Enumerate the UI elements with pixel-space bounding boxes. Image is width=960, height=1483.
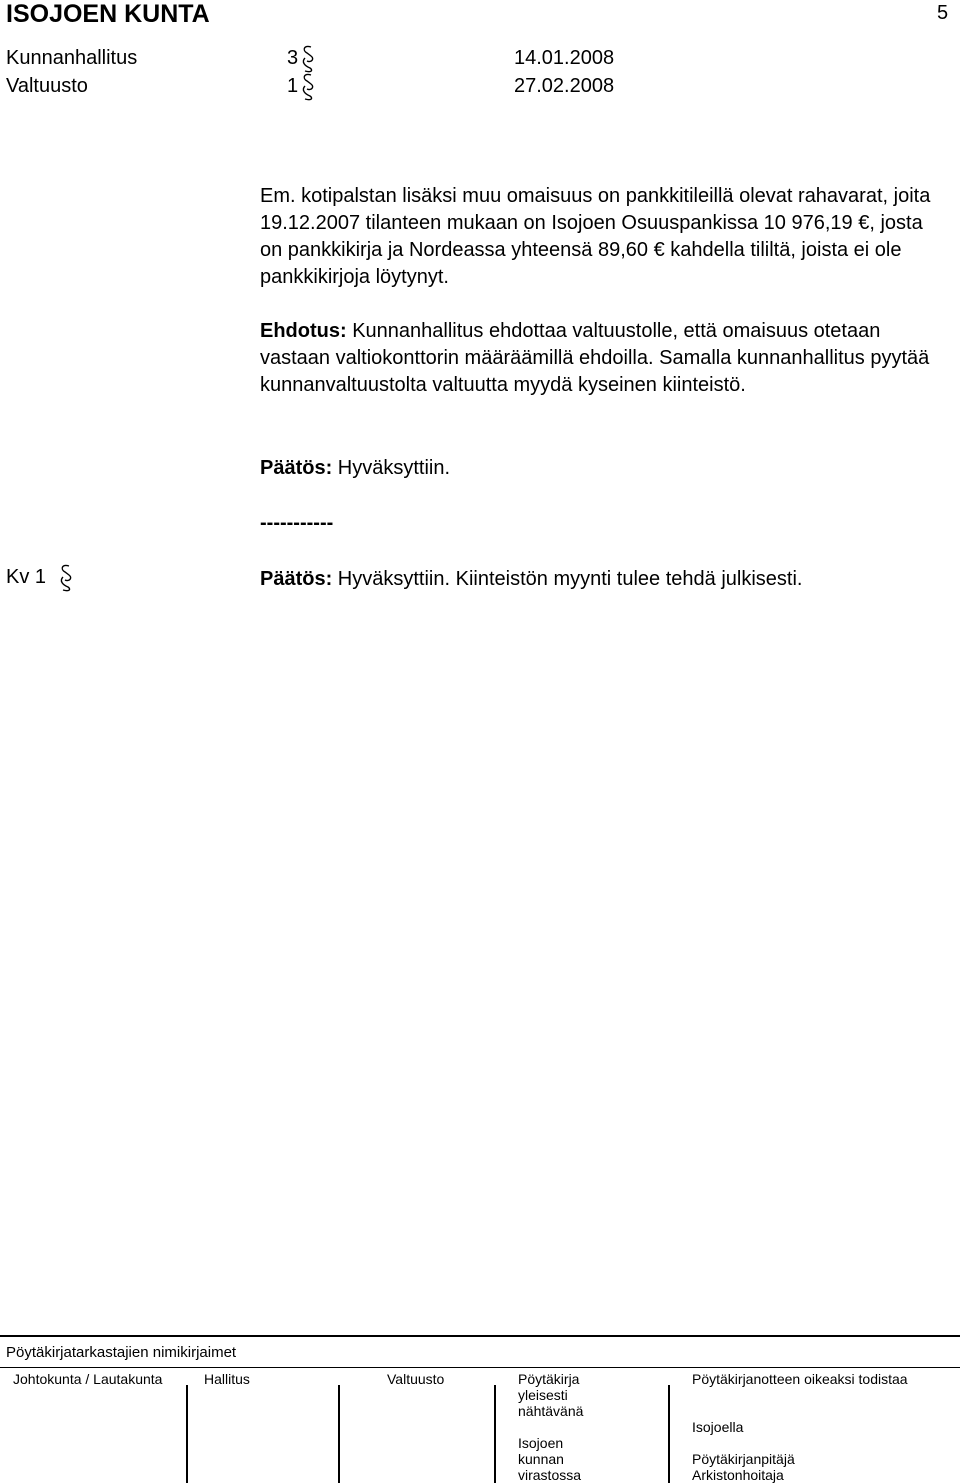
ref-body-2: Valtuusto [6,75,88,97]
footer-column-divider [186,1385,188,1483]
footer-divider-middle [0,1367,960,1368]
section-sign-icon [58,563,74,593]
proposal-paragraph [260,318,940,399]
decision-paragraph [260,455,940,482]
footer-col-place: Isojoella [692,1419,744,1435]
council-decision-paragraph [260,566,940,593]
kv-reference: Kv 1 [6,566,47,588]
footer-col-role-archivist: Arkistonhoitaja [692,1467,784,1483]
page-number: 5 [937,2,949,24]
separator-line: ----------- [260,512,334,534]
ref-number-1: 3 [287,47,299,69]
council-decision-label: Päätös: [260,568,333,590]
footer-line [518,1419,583,1435]
ref-date-1: 14.01.2008 [514,47,615,69]
footer-col-role-secretary: Pöytäkirjanpitäjä [692,1451,795,1467]
footer-divider-top [0,1335,960,1337]
decision-label: Päätös: [260,457,333,479]
footer-col-committee: Johtokunta / Lautakunta [13,1371,163,1387]
footer-line: Pöytäkirja [518,1371,580,1387]
decision-text: Hyväksyttiin. [332,457,451,479]
footer-line: virastossa [518,1467,582,1483]
proposal-text: Kunnanhallitus ehdottaa valtuustolle, että omaisuus otetaan vastaan valtiokonttorin määräämillä ehdoilla. Samalla kunnanhallitus pyytää kunnanvaltuustolta valtuutta myydä kyseinen kiinteistö. [260,320,930,396]
footer-col-public-display [518,1371,583,1483]
council-decision-text: Hyväksyttiin. Kiinteistön myynti tulee tehdä julkisesti. [332,568,803,590]
footer-line: yleisesti [518,1387,568,1403]
section-sign-icon [300,44,316,74]
footer-line: kunnan [518,1451,564,1467]
municipality-title: ISOJOEN KUNTA [6,0,210,28]
section-sign-icon [300,72,316,102]
footer-line: Isojoen [518,1435,564,1451]
footer-heading: Pöytäkirjatarkastajien nimikirjaimet [6,1344,237,1361]
footer-col-council: Valtuusto [387,1371,445,1387]
footer-column-divider [494,1385,496,1483]
footer-col-board: Hallitus [204,1371,250,1387]
footer-column-divider [338,1385,340,1483]
proposal-label: Ehdotus: [260,320,347,342]
footer-col-certification-title: Pöytäkirjanotteen oikeaksi todistaa [692,1371,908,1387]
assets-paragraph: Em. kotipalstan lisäksi muu omaisuus on pankkitileillä olevat rahavarat, joita 19.12.2007 tilanteen mukaan on Isojoen Osuuspankissa 10 976,19 €, josta on pankkikirja ja Nordeassa yhteensä 89,60 € kahdella tililtä, joista ei ole pankkikirjoja löytynyt. [260,185,931,288]
footer-line: nähtävänä [518,1403,584,1419]
ref-number-2: 1 [287,75,299,97]
ref-date-2: 27.02.2008 [514,75,615,97]
footer-column-divider [668,1385,670,1483]
ref-body-1: Kunnanhallitus [6,47,138,69]
